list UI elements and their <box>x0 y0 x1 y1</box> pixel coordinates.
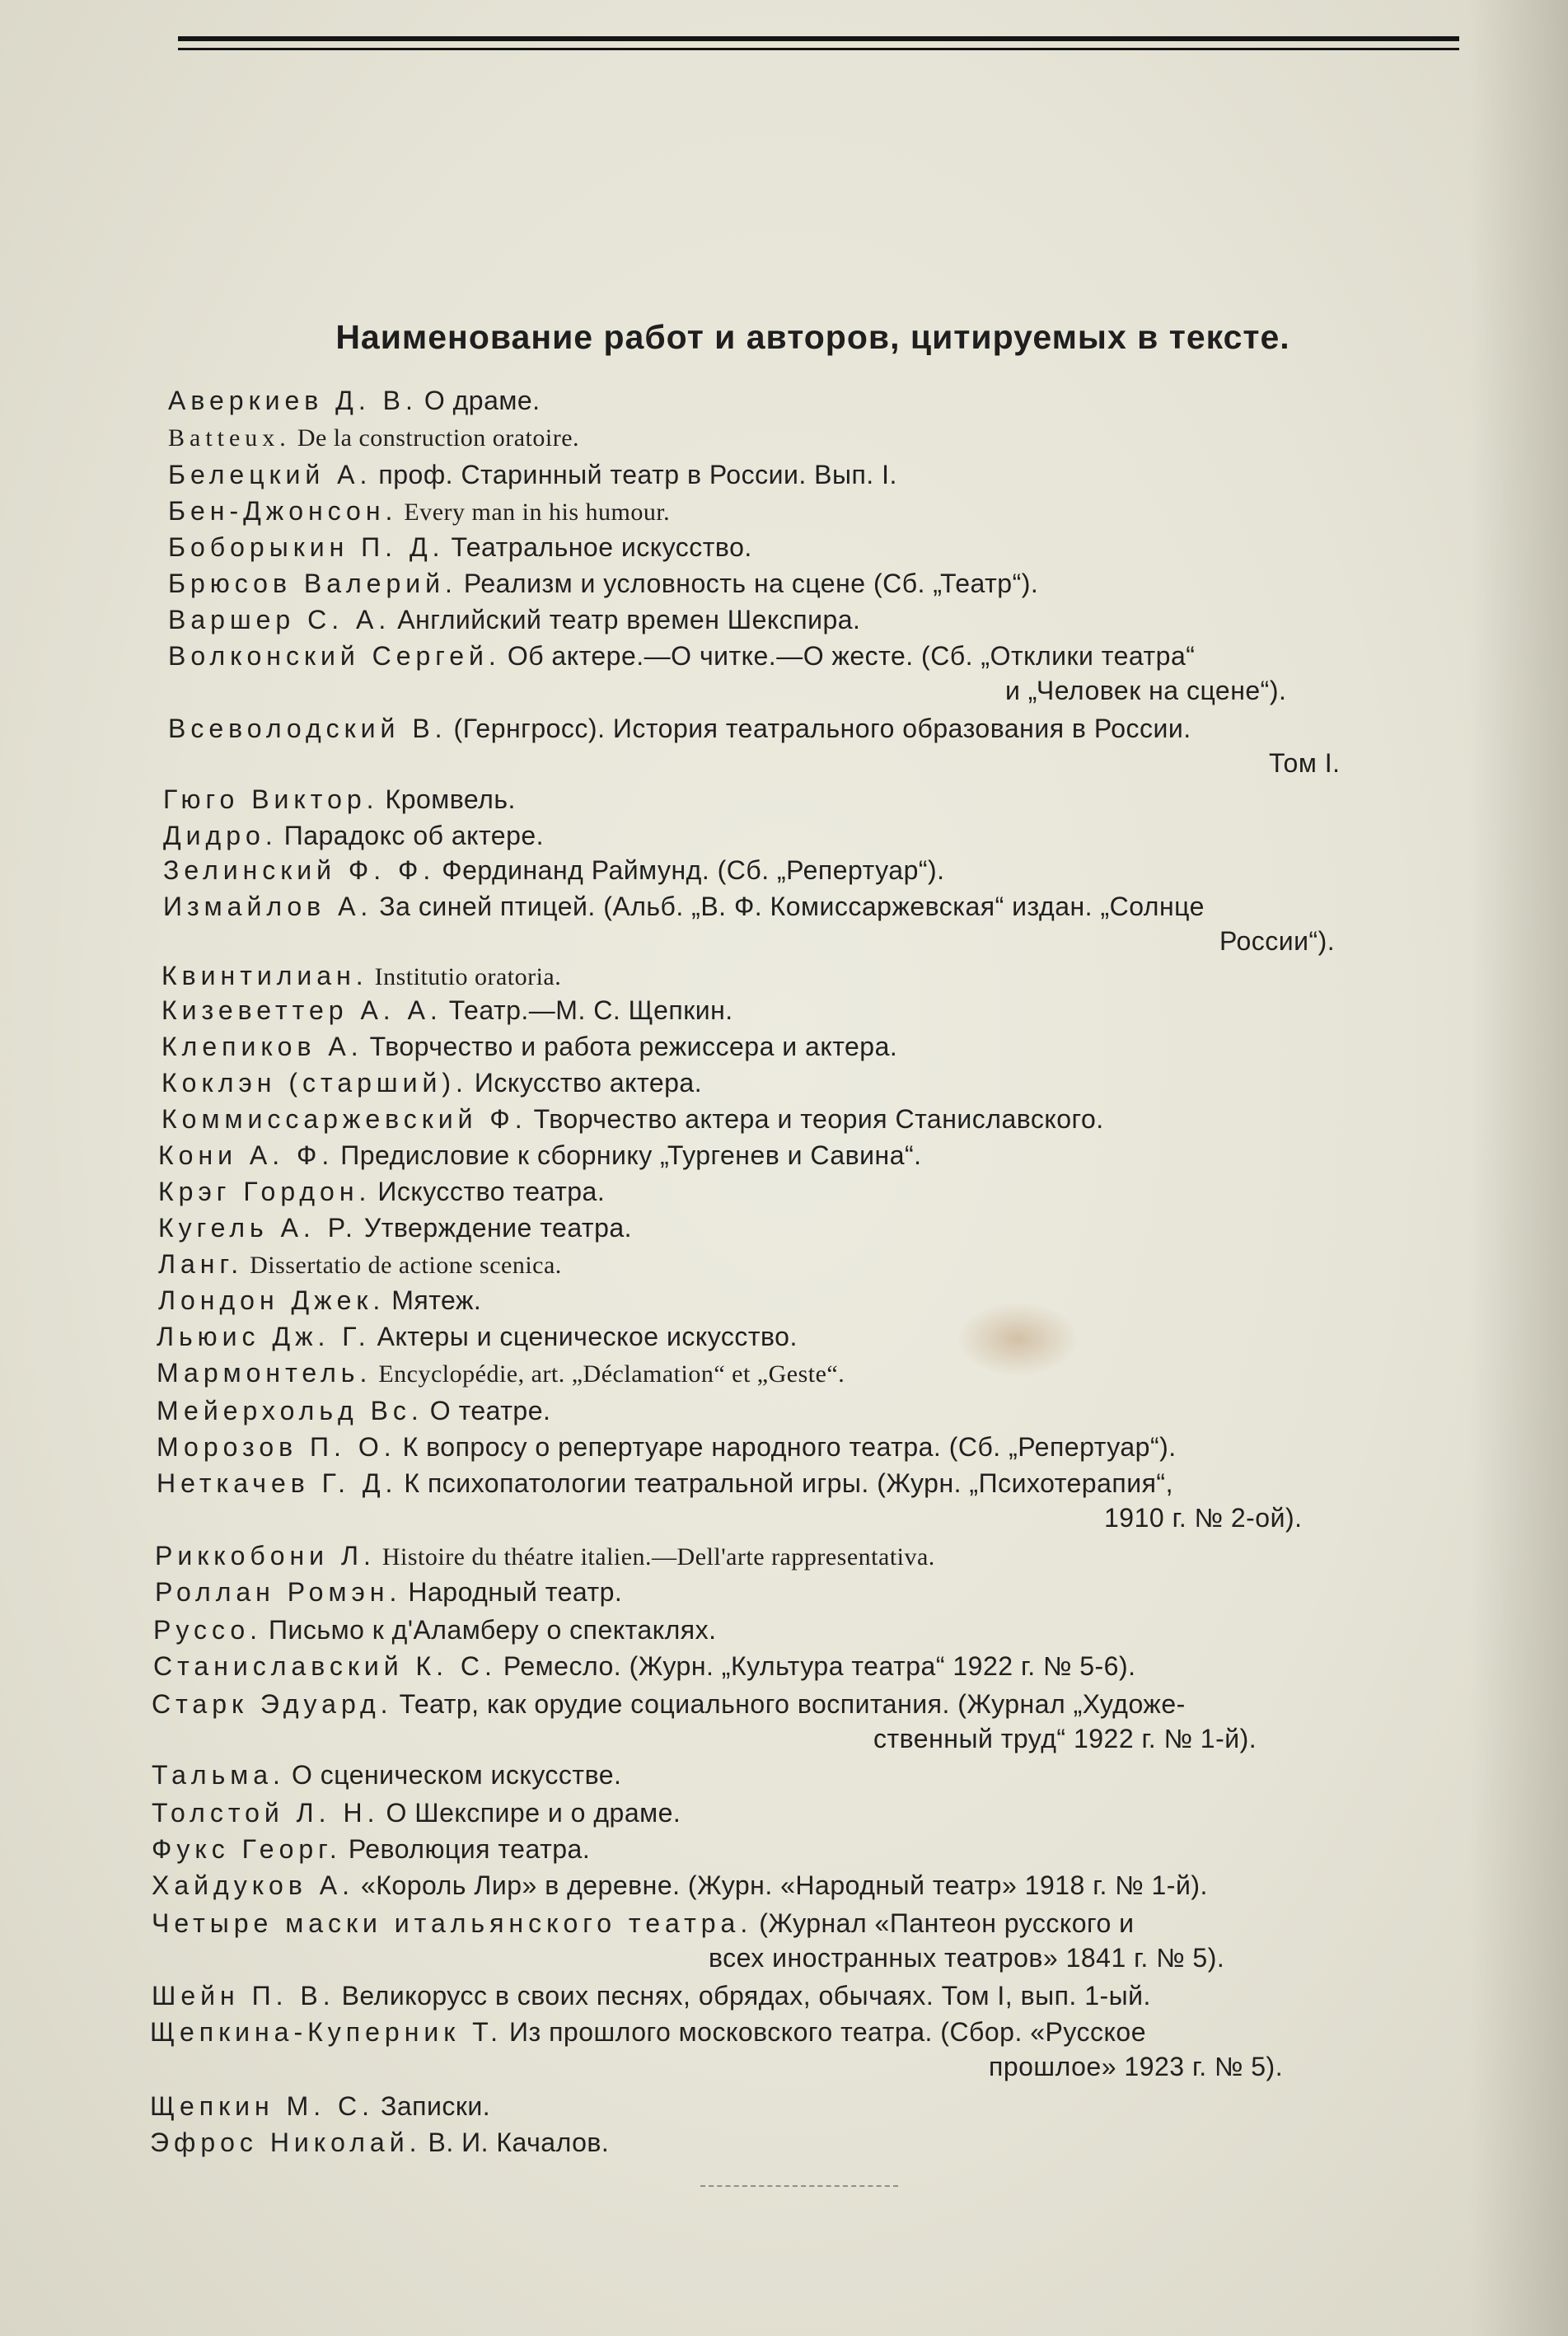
entry-author: Кугель А. Р. <box>158 1213 358 1243</box>
entry-author: Белецкий А. <box>168 460 372 489</box>
entry-continuation: и „Человек на сцене“). <box>1005 676 1287 705</box>
bibliography-entry <box>157 1320 798 1353</box>
bibliography-entry <box>161 1102 1104 1135</box>
entry-work: Кромвель. <box>385 784 516 814</box>
bibliography-entry <box>157 1430 1177 1463</box>
entry-work: Актеры и сценическое искусство. <box>377 1322 798 1351</box>
entry-author: Брюсов Валерий. <box>168 569 457 598</box>
bibliography-entry <box>161 994 733 1027</box>
bibliography-entry <box>157 1467 1173 1500</box>
entry-work: О театре. <box>429 1396 551 1425</box>
bibliography-entry <box>163 783 516 816</box>
bibliography-entry <box>168 567 1038 600</box>
entry-author: Морозов П. О. <box>157 1432 396 1462</box>
entry-author: Тальма. <box>152 1760 285 1790</box>
entry-work: Institutio oratoria. <box>374 963 562 990</box>
entry-work: Из прошлого московского театра. (Сбор. «Русское <box>509 2017 1146 2047</box>
entry-work: Записки. <box>381 2091 491 2121</box>
entry-author: Гюго Виктор. <box>163 784 379 814</box>
bibliography-entry <box>150 2126 609 2159</box>
bibliography-entry <box>158 1248 562 1282</box>
entry-author: Кизеветтер А. А. <box>161 995 442 1025</box>
bibliography-entry <box>168 384 541 417</box>
entry-work: Искусство театра. <box>377 1177 606 1206</box>
entry-author: Ланг. <box>158 1249 244 1279</box>
entry-author: Льюис Дж. Г. <box>157 1322 371 1351</box>
entry-author: Аверкиев Д. В. <box>168 386 418 415</box>
entry-work: Every man in his humour. <box>404 499 671 526</box>
entry-work: За синей птицей. (Альб. „В. Ф. Комиссаржевская“ издан. „Солнце <box>379 892 1205 921</box>
entry-continuation: всех иностранных театров» 1841 г. № 5). <box>709 1943 1225 1973</box>
entry-continuation: прошлое» 1923 г. № 5). <box>989 2052 1284 2081</box>
entry-continuation: 1910 г. № 2-ой). <box>1104 1503 1303 1533</box>
entry-work: (Гернгросс). История театрального образования в России. <box>453 714 1191 743</box>
bibliography-entry <box>155 1575 622 1608</box>
bibliography-entry <box>153 1650 1136 1683</box>
entry-work: Английский театр времен Шекспира. <box>397 605 861 634</box>
entry-author: Толстой Л. Н. <box>152 1798 380 1828</box>
entry-author: Волконский Сергей. <box>168 641 501 671</box>
bibliography-entry <box>150 2090 490 2123</box>
entry-author: Шейн П. В. <box>152 1981 335 2011</box>
bibliography-entry <box>163 890 1205 923</box>
entry-author: Бен-Джонсон. <box>168 496 398 526</box>
bibliography-entry <box>161 1066 702 1099</box>
bibliography-entry <box>168 458 897 491</box>
entry-work: Театр.—М. С. Щепкин. <box>448 995 733 1025</box>
entry-author: Коклэн (старший). <box>161 1068 468 1098</box>
entry-continuation: России“). <box>1219 926 1336 956</box>
bibliography-entry <box>168 639 1195 672</box>
bibliography-entry <box>158 1175 605 1208</box>
entry-work: Творчество и работа режиссера и актера. <box>369 1032 898 1061</box>
bibliography-entry <box>152 1979 1151 2012</box>
entry-author: Крэг Гордон. <box>158 1177 372 1206</box>
entry-work: О Шекспире и о драме. <box>386 1798 681 1828</box>
entry-work: К вопросу о репертуаре народного театра. (Сб. „Репертуар“). <box>402 1432 1177 1462</box>
entry-work: Фердинанд Раймунд. (Сб. „Репертуар“). <box>442 855 945 885</box>
entry-author: Batteux. <box>168 424 291 452</box>
entry-work: Искусство актера. <box>474 1068 703 1098</box>
entry-work: Театр, как орудие социального воспитания. (Журнал „Художе- <box>399 1689 1186 1719</box>
entry-work: Реализм и условность на сцене (Сб. „Театр“). <box>463 569 1039 598</box>
entry-work: «Король Лир» в деревне. (Журн. «Народный театр» 1918 г. № 1-й). <box>360 1870 1208 1900</box>
entry-author: Хайдуков А. <box>152 1870 354 1900</box>
entry-author: Кони А. Ф. <box>158 1140 335 1170</box>
entry-work: Парадокс об актере. <box>283 821 545 850</box>
entry-work: Об актере.—О читке.—О жесте. (Сб. „Отклики театра“ <box>507 641 1196 671</box>
entry-author: Риккобони Л. <box>155 1541 376 1571</box>
entry-author: Эфрос Николай. <box>150 2128 422 2157</box>
bibliography-entry <box>152 1833 590 1866</box>
entry-work: De la construction oratoire. <box>297 424 580 452</box>
entry-author: Фукс Георг. <box>152 1834 342 1864</box>
bibliography-entry <box>153 1613 717 1646</box>
entry-work: Предисловие к сборнику „Тургенев и Савина“. <box>340 1140 922 1170</box>
bibliography-entry <box>157 1394 550 1427</box>
entry-work: Театральное искусство. <box>451 532 752 562</box>
entry-work: Народный театр. <box>408 1577 623 1607</box>
bibliography-entry <box>152 1869 1208 1902</box>
entry-author: Четыре маски итальянского театра. <box>152 1908 753 1938</box>
entry-continuation: Том I. <box>1269 748 1341 778</box>
entry-work: Ремесло. (Журн. „Культура театра“ 1922 г. № 5-6). <box>503 1651 1136 1681</box>
entry-author: Неткачев Г. Д. <box>157 1468 398 1498</box>
bibliography-entry <box>168 531 752 564</box>
bibliography-entry <box>168 603 860 636</box>
bibliography-entry <box>158 1284 481 1317</box>
entry-author: Квинтилиан. <box>161 961 368 990</box>
entry-work: О драме. <box>424 386 541 415</box>
entry-work: Dissertatio de actione scenica. <box>250 1252 562 1279</box>
bibliography-entry <box>163 819 544 852</box>
entry-author: Варшер С. А. <box>168 605 391 634</box>
entry-work: В. И. Качалов. <box>428 2128 610 2157</box>
entry-author: Клепиков А. <box>161 1032 363 1061</box>
bibliography-entry <box>168 420 579 455</box>
entry-author: Щепкин М. С. <box>150 2091 374 2121</box>
bibliography-entry <box>152 1796 681 1829</box>
bibliography-entry <box>161 959 561 994</box>
entry-author: Лондон Джек. <box>158 1285 386 1315</box>
bibliography-entry <box>152 1688 1186 1720</box>
bibliography-entry <box>158 1139 922 1172</box>
bibliography-entry <box>157 1356 845 1391</box>
entry-author: Зелинский Ф. Ф. <box>163 855 436 885</box>
entry-author: Руссо. <box>153 1615 263 1645</box>
entry-work: Мятеж. <box>391 1285 482 1315</box>
bibliography-entry <box>155 1539 935 1574</box>
entry-work: Творчество актера и теория Станиславского. <box>533 1104 1104 1134</box>
entry-work: К психопатологии театральной игры. (Журн. „Психотерапия“, <box>404 1468 1173 1498</box>
entry-author: Коммиссаржевский Ф. <box>161 1104 527 1134</box>
entry-work: О сценическом искусстве. <box>291 1760 622 1790</box>
entry-author: Старк Эдуард. <box>152 1689 393 1719</box>
entry-continuation: ственный труд“ 1922 г. № 1-й). <box>873 1724 1257 1753</box>
entry-author: Всеволодский В. <box>168 714 447 743</box>
entry-work: Революция театра. <box>348 1834 591 1864</box>
bottom-dashes <box>700 2185 898 2189</box>
bibliography-entry <box>150 2015 1146 2048</box>
entry-author: Щепкина-Куперник Т. <box>150 2017 503 2047</box>
entry-work: Encyclopédie, art. „Déclamation“ et „Geste“. <box>378 1360 845 1388</box>
entry-author: Мейерхольд Вс. <box>157 1396 424 1425</box>
entry-work: Письмо к д'Аламберу о спектаклях. <box>269 1615 717 1645</box>
entry-work: Утверждение театра. <box>363 1213 633 1243</box>
entry-author: Боборыкин П. Д. <box>168 532 445 562</box>
entry-author: Станиславский К. С. <box>153 1651 497 1681</box>
bibliography-entry <box>152 1907 1135 1940</box>
entry-author: Дидро. <box>163 821 278 850</box>
entry-work: проф. Старинный театр в России. Вып. I. <box>378 460 897 489</box>
entry-work: Histoire du théatre italien.—Dell'arte rappresentativa. <box>381 1543 935 1571</box>
entry-author: Роллан Ромэн. <box>155 1577 402 1607</box>
entry-work: (Журнал «Пантеон русского и <box>759 1908 1135 1938</box>
bibliography-entry <box>168 494 670 529</box>
entry-author: Измайлов А. <box>163 892 373 921</box>
page-heading: Наименование работ и авторов, цитируемых в тексте. <box>335 318 1290 356</box>
bibliography-entry <box>163 854 945 887</box>
bibliography-entry <box>152 1758 621 1791</box>
entry-author: Мармонтель. <box>157 1358 372 1388</box>
entry-work: Великорусс в своих песнях, обрядах, обычаях. Том I, вып. 1-ый. <box>341 1981 1151 2011</box>
bibliography-entry <box>161 1030 897 1063</box>
bibliography-entry <box>158 1211 632 1244</box>
bibliography-entry <box>168 712 1191 745</box>
